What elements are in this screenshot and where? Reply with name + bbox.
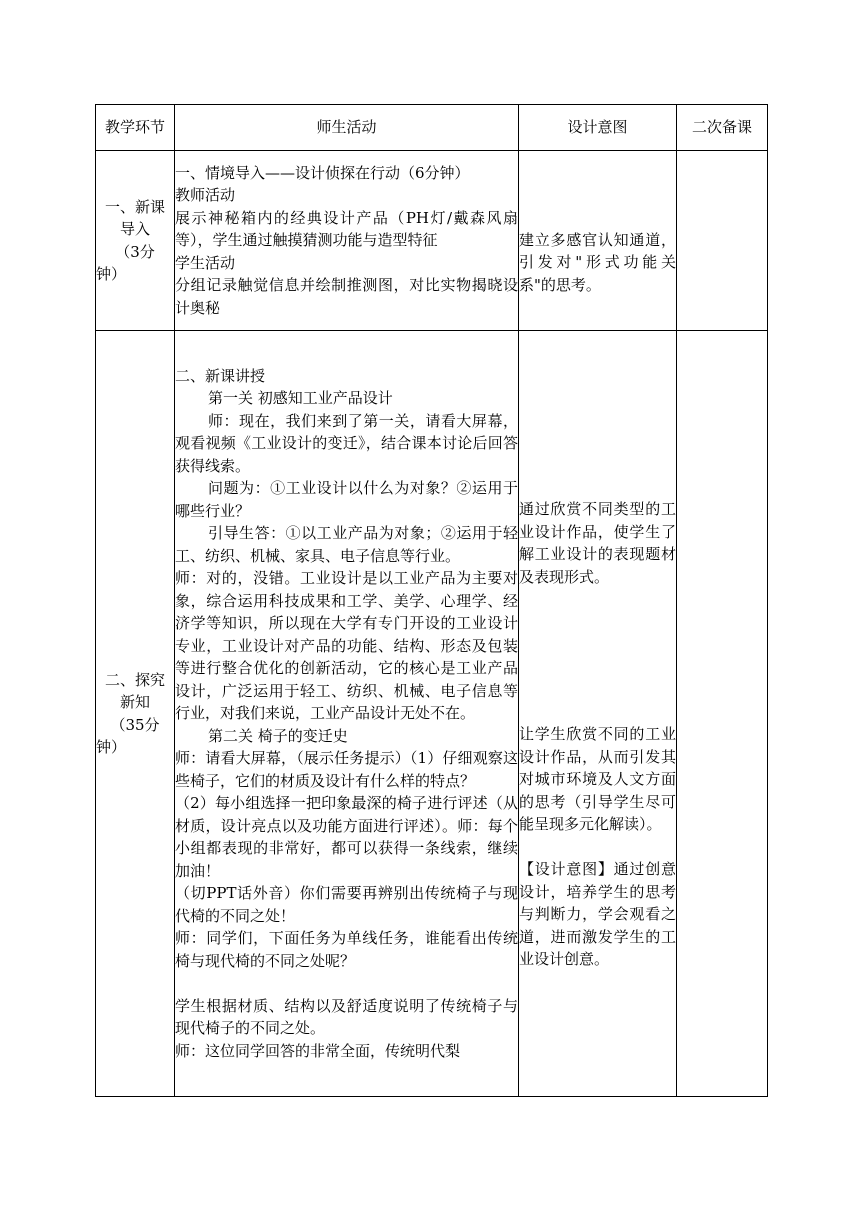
student-activity-label: 学生活动: [175, 253, 236, 272]
intent-cell: [519, 331, 677, 1097]
paragraph: 学生根据材质、结构以及舒适度说明了传统椅子与现代椅子的不同之处。: [175, 996, 518, 1038]
paragraph: 师：同学们，下面任务为单线任务，谁能看出传统椅与现代椅的不同之处呢？: [175, 929, 518, 970]
paragraph: 问题为：①工业设计以什么为对象？②运用于哪些行业？: [175, 479, 518, 520]
stage-cell: 一、新课 导入 （3分 钟）: [96, 151, 175, 331]
table-row: [96, 151, 768, 331]
paragraph: 分组记录触觉信息并绘制推测图，对比实物揭晓设计奥秘: [175, 276, 518, 317]
paragraph: 师：请看大屏幕，（展示任务提示）（1）仔细观察这些椅子，它们的材质及设计有什么样的特点？: [175, 749, 518, 790]
notes-cell: [677, 151, 768, 331]
paragraph: 师：对的，没错。工业设计是以工业产品为主要对象，综合运用科技成果和工学、美学、心理学、经济学等知识，所以现在大学有专门开设的工业设计专业，工业设计对产品的功能、结构、形态及包装等进行整合优化的创新活动，它的核心是工业产品设计，广泛运用于轻工、纺织、机械、电子信息等行业，对我们来说，工业产品设计无处不在。: [175, 569, 518, 723]
level-one-heading: 第一关 初感知工业产品设计: [208, 389, 393, 408]
paragraph: 通过欣赏不同类型的工业设计作品，使学生了解工业设计的表现题材及表现形式。: [519, 500, 676, 586]
activity-cell: [175, 151, 519, 331]
header-intent: 设计意图: [519, 105, 677, 151]
paragraph: 【设计意图】通过创意设计，培养学生的思考与判断力，学会观看之道，进而激发学生的工业设计创意。: [519, 860, 676, 969]
header-stage: 教学环节: [96, 105, 175, 151]
table-header-row: [96, 105, 768, 151]
paragraph: 师：这位同学回答的非常全面，传统明代梨: [175, 1041, 461, 1060]
level-two-heading: 第二关 椅子的变迁史: [208, 726, 348, 745]
paragraph: 让学生欣赏不同的工业设计作品，从而引发其对城市环境及人文方面的思考（引导学生尽可能呈现多元化解读）。: [519, 725, 676, 834]
paragraph: （切PPT话外音）你们需要再辨别出传统椅子与现代椅的不同之处！: [175, 884, 518, 925]
stage-cell: 二、探究 新知 （35分 钟）: [96, 331, 175, 1097]
blank-line: [175, 972, 518, 995]
paragraph: 师：现在，我们来到了第一关，请看大屏幕，观看视频《工业设计的变迁》，结合课本讨论后回答获得线索。: [175, 411, 518, 475]
paragraph: 引导生答：①以工业产品为对象；②运用于轻工、纺织、机械、家具、电子信息等行业。: [175, 524, 518, 565]
section-heading: 一、情境导入——设计侦探在行动（6分钟）: [175, 163, 470, 182]
paragraph: （2）每小组选择一把印象最深的椅子进行评述（从材质，设计亮点以及功能方面进行评述）。师：每个小组都表现的非常好，都可以获得一条线索，继续加油！: [175, 794, 518, 880]
header-activity: 师生活动: [175, 105, 519, 151]
intent-cell: [519, 151, 677, 331]
notes-cell: [677, 331, 768, 1097]
paragraph: 展示神秘箱内的经典设计产品（PH灯/戴森风扇等），学生通过触摸猜测功能与造型特征: [175, 208, 518, 250]
paragraph: 建立多感官认知通道，引发对"形式功能关系"的思考。: [519, 230, 676, 294]
header-notes: 二次备课: [677, 105, 768, 151]
lesson-plan-table: [95, 104, 768, 1097]
blank-line: [519, 836, 676, 859]
table-row: [96, 331, 768, 1097]
activity-cell: [175, 331, 519, 1097]
section-heading: 二、新课讲授: [175, 366, 266, 385]
teacher-activity-label: 教师活动: [175, 186, 236, 205]
